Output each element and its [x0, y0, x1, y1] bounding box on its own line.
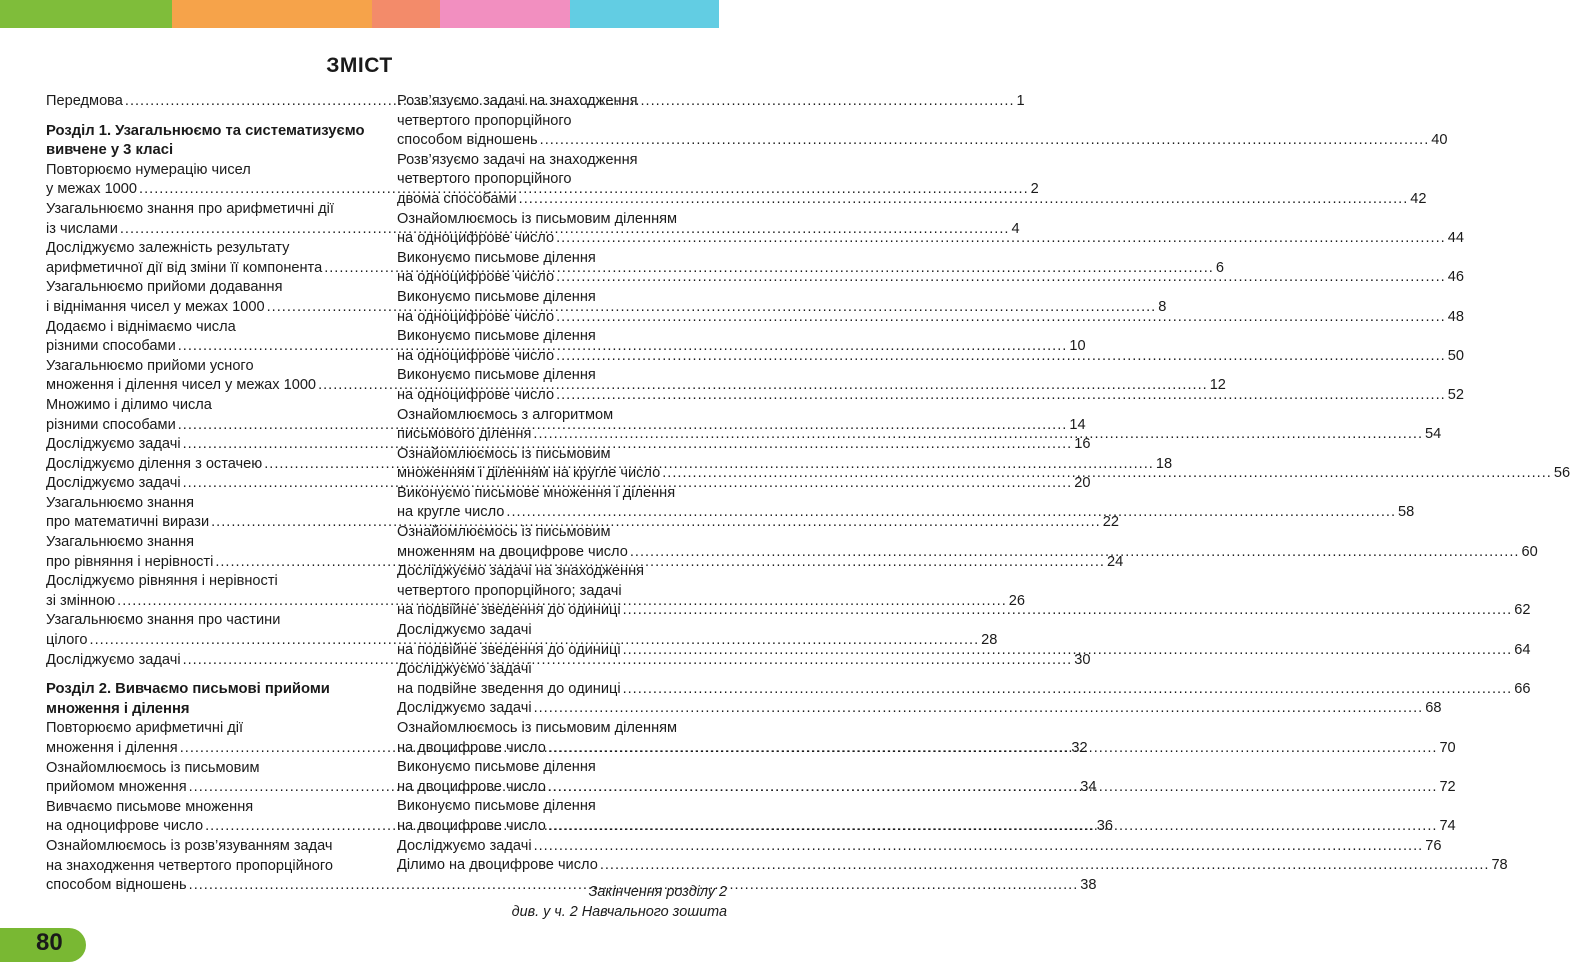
toc-entry-title: у межах 1000 [46, 181, 138, 198]
toc-page-number: 44 [1447, 230, 1464, 247]
toc-page-number: 68 [1425, 700, 1442, 717]
toc-entry-line [397, 621, 737, 641]
toc-entry-line [397, 112, 737, 132]
toc-entry-title: цілого [46, 632, 88, 649]
color-bar-segment [440, 0, 570, 28]
toc-page-number: 74 [1439, 817, 1456, 834]
toc-page-number: 22 [1102, 514, 1119, 531]
toc-entry-title: четвертого пропорційного [397, 171, 572, 188]
toc-page-number: 56 [1553, 465, 1570, 482]
toc-entry-title: Узагальнюємо знання [46, 494, 195, 511]
toc-page-number: 2 [1030, 181, 1039, 198]
toc-page-number: 36 [1096, 818, 1113, 835]
toc-entry-title: на одноцифрове число [397, 269, 555, 286]
section-1-heading [46, 122, 372, 161]
dot-leader [630, 543, 1520, 563]
toc-page-number: 50 [1447, 347, 1464, 364]
dot-leader [534, 837, 1424, 857]
toc-entry-title: способом відношень [397, 132, 538, 149]
color-bar-segment [0, 0, 172, 28]
dot-leader [519, 190, 1409, 210]
dot-leader [556, 268, 1446, 288]
color-bar-segment [172, 0, 372, 28]
toc-entry-line [397, 758, 737, 778]
toc-entry-title: і віднімання чисел у межах 1000 [46, 298, 265, 315]
section-end-note [397, 882, 727, 922]
toc-page-number: 4 [1011, 220, 1020, 237]
toc-entry-title: Виконуємо письмове ділення [397, 759, 596, 776]
toc-entry-line [46, 494, 372, 514]
toc-page-number: 16 [1074, 436, 1091, 453]
toc-page-number: 28 [981, 632, 998, 649]
toc-entry-line [46, 396, 372, 416]
toc-entry-title: Повторюємо нумерацію чисел [46, 161, 251, 178]
toc-entry-title: Розв’язуємо задачі на знаходження [397, 93, 638, 109]
page-title: ЗМІСТ [326, 54, 393, 77]
toc-page-number: 42 [1410, 190, 1427, 207]
toc-entry-title: арифметичної дії від зміни її компонента [46, 259, 323, 276]
toc-entry-line [397, 837, 1442, 857]
toc-entry-line [397, 92, 737, 112]
toc-entry-title: множенням на двоцифрове число [397, 543, 628, 560]
toc-entry-line [397, 406, 737, 426]
toc-entry-title: Узагальнюємо знання про частини [46, 612, 281, 629]
toc-entry-title: на подвійне зведення до одиниці [397, 602, 621, 619]
toc-entry-line [46, 572, 372, 592]
toc-page-number: 1 [1016, 93, 1025, 109]
toc-entry[interactable] [397, 660, 1531, 699]
toc-entry-title: Узагальнюємо знання [46, 534, 195, 551]
toc-entry-line [46, 798, 372, 818]
toc-entry-title: на двоцифрове число [397, 778, 546, 795]
toc-entry-title: Ознайомлюємось із розв’язуванням задач [46, 837, 333, 854]
toc-page-number: 34 [1080, 779, 1097, 796]
end-note-line: див. у ч. 2 Навчального зошита [511, 903, 727, 920]
toc-entry-title: на одноцифрове число [397, 386, 555, 403]
toc-entry-title: письмового ділення [397, 426, 532, 443]
section-heading-line: Розділ 2. Вивчаємо письмові прийоми [46, 681, 330, 698]
toc-page-number: 72 [1439, 778, 1456, 795]
toc-page-number: 66 [1514, 680, 1531, 697]
toc-entry-title: Досліджуємо задачі [397, 700, 532, 717]
toc-entry-title: Досліджуємо залежність результату [46, 240, 290, 257]
section-heading-line: вивчене у 3 класі [46, 142, 174, 159]
toc-page-number: 12 [1209, 377, 1226, 394]
toc-entry-line [46, 357, 372, 377]
toc-entry[interactable] [397, 699, 1442, 719]
toc-entry-line [397, 797, 737, 817]
toc-entry-title: Множимо і ділимо числа [46, 396, 212, 413]
toc-page-number: 14 [1069, 416, 1086, 433]
toc-entry-line [397, 249, 737, 269]
toc-entry-title: на одноцифрове число [397, 308, 555, 325]
toc-entry-title: про математичні вирази [46, 514, 210, 531]
toc-entry-title: четвертого пропорційного; задачі [397, 582, 622, 599]
section-heading-line: Розділ 1. Узагальнюємо та систематизуємо [46, 122, 365, 139]
section-heading-line: множення і ділення [46, 700, 190, 717]
toc-entry-line [46, 278, 372, 298]
toc-entry-title: Повторюємо арифметичні дії [46, 720, 244, 737]
toc-entry-line [397, 601, 1531, 621]
toc-page-number: 60 [1521, 543, 1538, 560]
toc-entry-title: на одноцифрове число [397, 230, 555, 247]
toc-entry-title: на подвійне зведення до одиниці [397, 680, 621, 697]
toc-entry-title: Виконуємо письмове множення і ділення [397, 484, 676, 501]
toc-entry-title: четвертого пропорційного [397, 112, 572, 129]
toc-entry-title: Досліджуємо задачі [397, 837, 532, 854]
toc-entry-line [397, 445, 737, 465]
toc-page-number: 46 [1447, 269, 1464, 286]
toc-page-number: 6 [1215, 259, 1224, 276]
toc-entry-line [46, 161, 372, 181]
toc-page-number: 62 [1514, 602, 1531, 619]
toc-entry-line [397, 562, 737, 582]
dot-leader [623, 601, 1513, 621]
toc-entry-line [46, 651, 1091, 671]
toc-entry-line [46, 200, 372, 220]
dot-leader [534, 699, 1424, 719]
toc-entry-title: множення і ділення чисел у межах 1000 [46, 377, 317, 394]
color-bar-segment [372, 0, 440, 28]
dot-leader [556, 386, 1446, 406]
dot-leader [556, 229, 1446, 249]
toc-entry-title: Ділимо на двоцифрове число [397, 857, 598, 874]
toc-entry-title: множення і ділення [46, 740, 178, 756]
toc-entry[interactable] [397, 92, 1448, 151]
toc-entry-title: Виконуємо письмове ділення [397, 367, 596, 384]
toc-entry-title: Досліджуємо задачі [397, 622, 532, 639]
dot-leader [623, 680, 1513, 700]
toc-page-number: 70 [1439, 739, 1456, 756]
toc-page-number: 78 [1491, 857, 1508, 874]
toc-entry-title: Виконуємо письмове ділення [397, 249, 596, 266]
color-bar-segment [570, 0, 719, 28]
toc-entry-line [46, 533, 372, 553]
toc-entry[interactable] [397, 856, 1508, 876]
toc-entry-line [397, 308, 1464, 328]
toc-page-number: 30 [1074, 651, 1091, 668]
toc-entry-title: Ознайомлюємось з алгоритмом [397, 406, 614, 423]
toc-entry-line [397, 719, 737, 739]
toc-entry-title: Узагальнюємо прийоми усного [46, 357, 254, 374]
toc-page-number: 8 [1158, 298, 1167, 315]
dot-leader [506, 503, 1396, 523]
dot-leader [556, 347, 1446, 367]
toc-entry-line [397, 190, 1427, 210]
toc-entry-title: Досліджуємо ділення з остачею [46, 455, 263, 472]
dot-leader [623, 641, 1513, 661]
toc-entry-title: Виконуємо письмове ділення [397, 798, 596, 815]
dot-leader [548, 739, 1438, 759]
toc-entry-line [46, 239, 372, 259]
dot-leader [548, 817, 1438, 837]
toc-page-number: 20 [1074, 475, 1091, 492]
toc-entry-title: Досліджуємо задачі [46, 651, 181, 668]
toc-page-number: 24 [1106, 553, 1124, 570]
toc-entry-line [397, 210, 737, 230]
dot-leader [662, 464, 1552, 484]
toc-entry-line [397, 229, 1464, 249]
toc-entry-line [397, 170, 737, 190]
toc-entry-title: Ознайомлюємось із письмовим діленням [397, 720, 678, 736]
toc-entry-title: Ознайомлюємось із письмовим [46, 759, 260, 776]
toc-entry-title: із числами [46, 220, 118, 237]
toc-entry-title: Розв’язуємо задачі на знаходження [397, 151, 638, 168]
toc-entry-line [46, 759, 372, 779]
toc-entry-line [397, 680, 1531, 700]
toc-page-number: 18 [1155, 455, 1173, 472]
toc-entry-title: Узагальнюємо прийоми додавання [46, 279, 283, 296]
dot-leader [548, 778, 1438, 798]
toc-entry-line [397, 366, 737, 386]
toc-entry-line [397, 131, 1448, 151]
toc-entry-title: Досліджуємо рівняння і нерівності [46, 573, 278, 590]
toc-entry-title: Ознайомлюємось із письмовим діленням [397, 210, 678, 227]
toc-entry-title: на знаходження четвертого пропорційного [46, 857, 334, 874]
toc-entry-title: Додаємо і віднімаємо числа [46, 318, 236, 335]
dot-leader [533, 425, 1423, 445]
toc-page-number: 76 [1425, 837, 1442, 854]
toc-entry-line [397, 268, 1464, 288]
toc-entry-line [397, 327, 737, 347]
toc-page-number: 48 [1447, 308, 1464, 325]
toc-entry-title: Вивчаємо письмове множення [46, 798, 254, 815]
toc-entry-title: на подвійне зведення до одиниці [397, 641, 621, 658]
toc-entry-title: різними способами [46, 416, 176, 433]
toc-entry-title: на двоцифрове число [397, 739, 546, 756]
toc-entry-line [397, 288, 737, 308]
toc-entry-title: на двоцифрове число [397, 817, 546, 834]
toc-entry-title: способом відношень [46, 877, 187, 894]
toc-page-number: 38 [1080, 877, 1097, 894]
toc-entry[interactable] [46, 651, 1091, 671]
toc-page-number: 26 [1008, 592, 1025, 609]
toc-entry-line [397, 151, 737, 171]
toc-page-number: 10 [1069, 338, 1086, 355]
toc-entry-title: Досліджуємо задачі на знаходження [397, 563, 645, 580]
toc-entry-title: Досліджуємо задачі [397, 661, 532, 678]
dot-leader [540, 131, 1430, 151]
toc-entry-title: множенням і діленням на кругле число [397, 465, 661, 482]
toc-entry-line [397, 347, 1464, 367]
toc-page-number: 52 [1447, 386, 1464, 403]
toc-entry-title: на одноцифрове число [397, 347, 555, 364]
top-color-bar [0, 0, 719, 28]
toc-entry-line [397, 856, 1508, 876]
toc-entry-title: двома способами [397, 190, 517, 207]
toc-entry-title: про рівняння і нерівності [46, 553, 214, 570]
toc-entry[interactable] [397, 249, 1464, 288]
toc-entry-title: різними способами [46, 338, 176, 355]
toc-entry-line [46, 318, 372, 338]
toc-entry[interactable] [397, 837, 1442, 857]
toc-page-number: 64 [1514, 641, 1531, 658]
toc-entry-line [397, 660, 737, 680]
toc-entry-title: Виконуємо письмове ділення [397, 328, 596, 345]
dot-leader [556, 308, 1446, 328]
toc-entry-title: зі змінною [46, 592, 116, 609]
toc-entry-line [46, 837, 372, 857]
toc-entry-line [46, 857, 372, 877]
dot-leader [600, 856, 1490, 876]
toc-entry-title: Досліджуємо задачі [46, 475, 181, 492]
toc-entry-title: Передмова [46, 93, 123, 109]
toc-entry-title: Досліджуємо задачі [46, 436, 181, 453]
toc-entry-title: Ознайомлюємось із письмовим [397, 524, 611, 541]
toc-entry-line [397, 386, 1464, 406]
toc-entry-line [397, 484, 737, 504]
toc-page-number: 32 [1071, 740, 1088, 756]
toc-entry-title: Ознайомлюємось із письмовим [397, 445, 611, 462]
toc-entry-line [46, 719, 372, 739]
toc-page-number: 54 [1425, 426, 1442, 443]
toc-entry[interactable] [397, 210, 1464, 249]
toc-entry-line [397, 699, 1442, 719]
toc-entry-title: прийомом множення [46, 779, 187, 796]
toc-entry-line [397, 582, 737, 602]
toc-entry-line [46, 611, 372, 631]
toc-page-number: 58 [1398, 504, 1415, 521]
toc-entry-title: на кругле число [397, 504, 505, 521]
section-2-heading [46, 680, 372, 719]
toc-entry-title: Узагальнюємо знання про арифметичні дії [46, 200, 334, 217]
end-note-line: Закінчення розділу 2 [588, 883, 727, 900]
toc-entry-line [397, 523, 737, 543]
toc-entry-title: на одноцифрове число [46, 818, 204, 835]
toc-entry-title: Виконуємо письмове ділення [397, 288, 596, 305]
toc-entry[interactable] [397, 288, 1464, 327]
toc-page-number: 40 [1431, 132, 1448, 149]
toc-entry[interactable] [397, 151, 1427, 210]
page-number: 80 [36, 929, 63, 956]
